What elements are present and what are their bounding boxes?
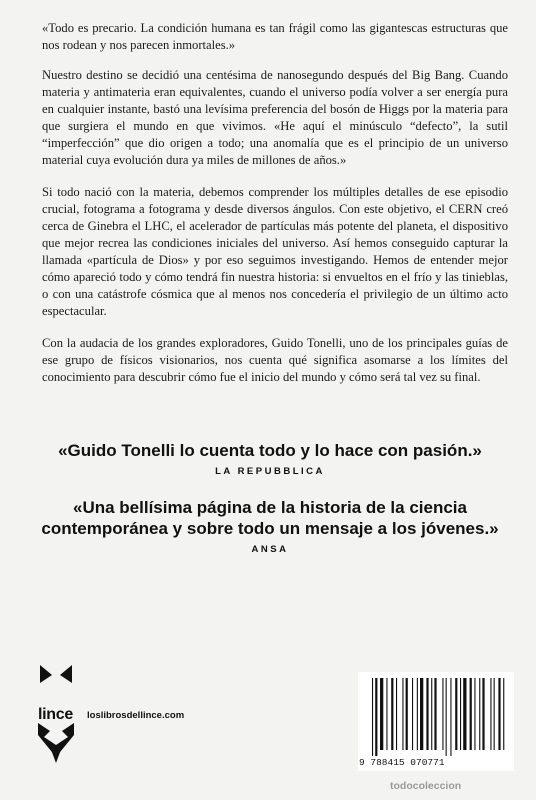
barcode-bars-icon — [358, 672, 514, 758]
press-quote-text: «Una bellísima página de la historia de la ciencia contemporánea y sobre todo un mensaje a los jóvenes.» — [41, 498, 499, 538]
blurb-paragraph-3: Con la audacia de los grandes exploradores, Guido Tonelli, uno de los principales guías de ese grupo de físicos visionarios, nos cuenta qué significa asomarse a los límites del conocimiento para descubrir cómo fue el inicio del mundo y cómo será tal vez su final. — [42, 336, 508, 384]
blurb-text — [42, 20, 508, 401]
press-quote-source: LA REPUBBLICA — [215, 466, 325, 477]
press-quotes — [40, 440, 500, 555]
barcode-digits: 9 788415 070771 — [359, 757, 445, 768]
publisher-logo-text: lince — [38, 706, 73, 723]
watermark-text: todocoleccion — [390, 780, 462, 792]
blurb-paragraph-2: Si todo nació con la materia, debemos comprender los múltiples detalles de ese episodio crucial, fotograma a fotograma y desde diversos ángulos. Con este objetivo, el CERN creó cerca de Ginebra el LHC, el acelerador de partículas más potente del planeta, el dispositivo que mejor recrea las condiciones iniciales del universo. Así hemos conseguido capturar la llamada «partícula de Dios» y por eso seguimos investigando. Hemos de entender mejor cómo apareció todo y cómo tendrá fin nuestra historia: si envueltos en el frío y las tinieblas, o con una catástrofe cósmica que al menos nos concedería el privilegio de un último acto espectacular. — [42, 185, 508, 318]
press-quote-1 — [40, 440, 500, 477]
intro-quote: «Todo es precario. La condición humana es tan frágil como las gigantescas estructuras que nos rodean y nos parecen inmortales.» — [42, 21, 508, 52]
blurb-paragraph-1: Nuestro destino se decidió una centésima de nanosegundo después del Big Bang. Cuando materia y antimateria eran equivalentes, cuando el universo podía volver a ser energía pura en cualquier instante, bastó una levísima preferencia del bosón de Higgs por la materia para que surgiera el mundo en que vivimos. «He aquí el minúsculo “defecto”, la sutil “imperfección” que dio origen a todo; una anomalía que es el principio de un universo material cuya evolución dura ya miles de millones de años.» — [42, 68, 508, 167]
press-quote-text: «Guido Tonelli lo cuenta todo y lo hace con pasión.» — [58, 441, 482, 460]
press-quote-source: ANSA — [251, 544, 289, 555]
publisher-website: loslibrosdellince.com — [87, 710, 185, 721]
press-quote-2 — [40, 497, 500, 555]
